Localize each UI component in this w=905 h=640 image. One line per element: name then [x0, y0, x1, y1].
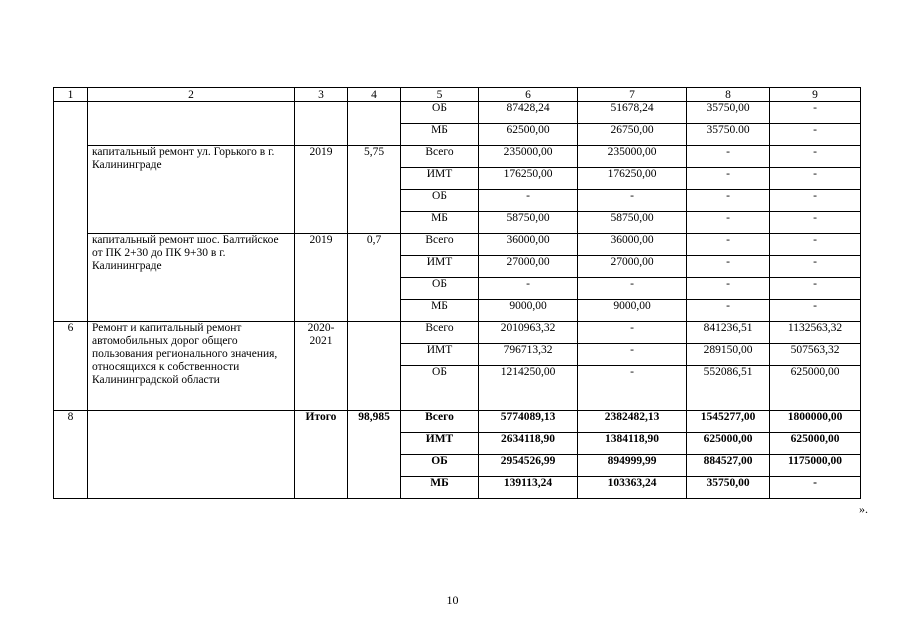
value-cell: 36000,00: [479, 234, 578, 256]
value-cell: 507563,32: [770, 344, 861, 366]
value-cell: -: [578, 322, 687, 344]
value-cell: 9000,00: [479, 300, 578, 322]
table-row: [54, 234, 861, 256]
col-header: 5: [401, 88, 479, 102]
table-row: [54, 102, 861, 124]
value-cell: -: [578, 278, 687, 300]
value-cell: 26750,00: [578, 124, 687, 146]
source-cell: ОБ: [401, 190, 479, 212]
value-cell: -: [578, 366, 687, 411]
value-cell: -: [687, 278, 770, 300]
year-cell: 2019: [295, 146, 348, 234]
row-number-cell: 8: [54, 411, 88, 499]
page-number: 10: [446, 593, 459, 607]
source-cell: ОБ: [401, 102, 479, 124]
value-cell: 1175000,00: [770, 455, 861, 477]
col-header: 9: [770, 88, 861, 102]
length-cell: [348, 322, 401, 411]
source-cell: Всего: [401, 411, 479, 433]
value-cell: 35750.00: [687, 124, 770, 146]
value-cell: 5774089,13: [479, 411, 578, 433]
source-cell: МБ: [401, 212, 479, 234]
table-row: [54, 411, 861, 433]
financing-table: [53, 87, 861, 499]
value-cell: 58750,00: [578, 212, 687, 234]
value-cell: 58750,00: [479, 212, 578, 234]
value-cell: 884527,00: [687, 455, 770, 477]
length-cell: [348, 102, 401, 146]
length-cell: 98,985: [348, 411, 401, 499]
source-cell: ИМТ: [401, 433, 479, 455]
value-cell: 235000,00: [578, 146, 687, 168]
description-cell: капитальный ремонт ул. Горького в г. Калининграде: [88, 146, 295, 234]
value-cell: 139113,24: [479, 477, 578, 499]
total-label-cell: Итого: [295, 411, 348, 499]
value-cell: -: [770, 234, 861, 256]
value-cell: -: [770, 212, 861, 234]
value-cell: 625000,00: [770, 433, 861, 455]
value-cell: 552086,51: [687, 366, 770, 411]
value-cell: -: [687, 146, 770, 168]
row-number-cell: 6: [54, 322, 88, 411]
source-cell: ИМТ: [401, 256, 479, 278]
value-cell: 1384118,90: [578, 433, 687, 455]
value-cell: 103363,24: [578, 477, 687, 499]
year-cell: 2019: [295, 234, 348, 322]
table-row: [54, 146, 861, 168]
value-cell: 796713,32: [479, 344, 578, 366]
value-cell: -: [479, 190, 578, 212]
source-cell: ИМТ: [401, 344, 479, 366]
value-cell: -: [770, 190, 861, 212]
value-cell: 235000,00: [479, 146, 578, 168]
source-cell: Всего: [401, 146, 479, 168]
value-cell: -: [687, 212, 770, 234]
description-cell: капитальный ремонт шос. Балтийское от ПК 2+30 до ПК 9+30 в г. Калининграде: [88, 234, 295, 322]
value-cell: -: [578, 344, 687, 366]
value-cell: 625000,00: [687, 433, 770, 455]
value-cell: 51678,24: [578, 102, 687, 124]
value-cell: 176250,00: [578, 168, 687, 190]
value-cell: 1545277,00: [687, 411, 770, 433]
value-cell: -: [479, 278, 578, 300]
value-cell: -: [770, 477, 861, 499]
col-header: 3: [295, 88, 348, 102]
length-cell: 5,75: [348, 146, 401, 234]
value-cell: -: [687, 168, 770, 190]
year-cell: 2020-2021: [295, 322, 348, 411]
col-header: 8: [687, 88, 770, 102]
value-cell: 35750,00: [687, 102, 770, 124]
table-row: [54, 322, 861, 344]
value-cell: 2382482,13: [578, 411, 687, 433]
value-cell: 625000,00: [770, 366, 861, 411]
year-cell: [295, 102, 348, 146]
value-cell: -: [770, 300, 861, 322]
value-cell: 35750,00: [687, 477, 770, 499]
description-cell: [88, 411, 295, 499]
value-cell: -: [770, 102, 861, 124]
value-cell: 27000,00: [578, 256, 687, 278]
source-cell: МБ: [401, 477, 479, 499]
source-cell: Всего: [401, 322, 479, 344]
value-cell: 36000,00: [578, 234, 687, 256]
row-number-cell: [54, 102, 88, 322]
source-cell: Всего: [401, 234, 479, 256]
value-cell: 27000,00: [479, 256, 578, 278]
value-cell: -: [687, 190, 770, 212]
source-cell: МБ: [401, 124, 479, 146]
value-cell: 841236,51: [687, 322, 770, 344]
header-row: [54, 88, 861, 102]
value-cell: -: [687, 234, 770, 256]
value-cell: 1800000,00: [770, 411, 861, 433]
value-cell: 2954526,99: [479, 455, 578, 477]
value-cell: -: [687, 300, 770, 322]
col-header: 1: [54, 88, 88, 102]
value-cell: 2010963,32: [479, 322, 578, 344]
col-header: 7: [578, 88, 687, 102]
source-cell: ОБ: [401, 366, 479, 411]
col-header: 4: [348, 88, 401, 102]
value-cell: -: [770, 168, 861, 190]
value-cell: 1132563,32: [770, 322, 861, 344]
description-cell: [88, 102, 295, 146]
value-cell: -: [687, 256, 770, 278]
source-cell: ОБ: [401, 278, 479, 300]
col-header: 6: [479, 88, 578, 102]
closing-quote: ».: [859, 502, 868, 516]
value-cell: 289150,00: [687, 344, 770, 366]
value-cell: -: [770, 124, 861, 146]
value-cell: -: [770, 256, 861, 278]
value-cell: 176250,00: [479, 168, 578, 190]
source-cell: МБ: [401, 300, 479, 322]
col-header: 2: [88, 88, 295, 102]
value-cell: 1214250,00: [479, 366, 578, 411]
value-cell: -: [770, 278, 861, 300]
value-cell: -: [770, 146, 861, 168]
length-cell: 0,7: [348, 234, 401, 322]
value-cell: -: [578, 190, 687, 212]
value-cell: 894999,99: [578, 455, 687, 477]
value-cell: 87428,24: [479, 102, 578, 124]
value-cell: 2634118,90: [479, 433, 578, 455]
source-cell: ОБ: [401, 455, 479, 477]
value-cell: 9000,00: [578, 300, 687, 322]
value-cell: 62500,00: [479, 124, 578, 146]
description-cell: Ремонт и капитальный ремонт автомобильных дорог общего пользования регионального значения, относящихся к собственности Калининградской области: [88, 322, 295, 411]
source-cell: ИМТ: [401, 168, 479, 190]
